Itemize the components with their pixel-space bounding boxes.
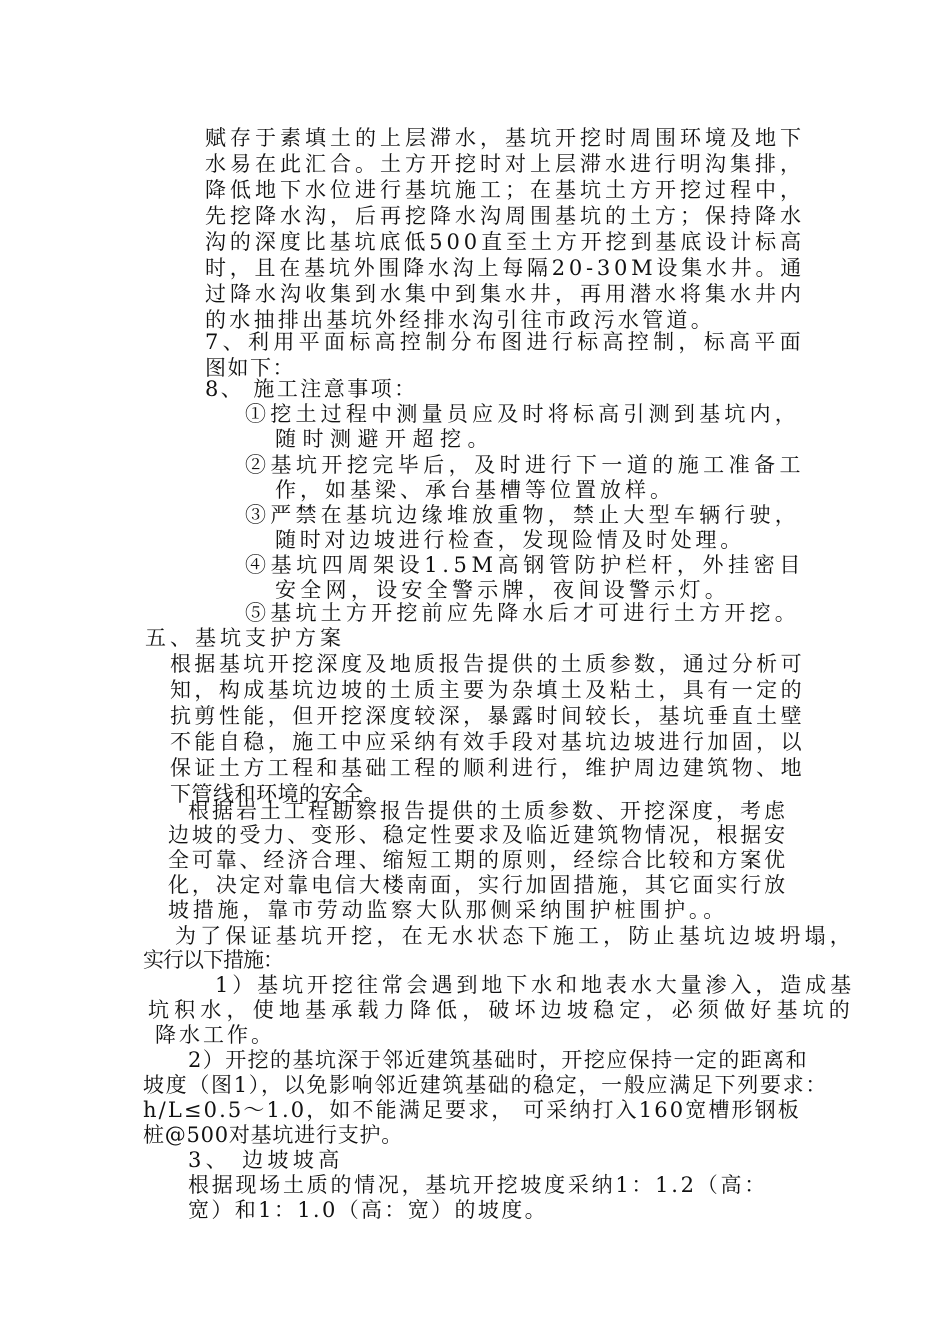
text-line: 为了保证基坑开挖，在无水状态下施工，防止基坑边坡坍塌， (175, 924, 855, 948)
note-item-2-cont: 作，如基梁、承台基槽等位置放样。 (275, 478, 675, 502)
text-line: 沟的深度比基坑底低500直至土方开挖到基底设计标高 (205, 230, 805, 254)
note-item-1-cont: 随时测避开超挖。 (275, 427, 495, 451)
item-3-heading: 3、 边坡坡高 (188, 1148, 344, 1172)
text-line: 下管线和环境的安全。 (170, 782, 385, 806)
note-item-3-cont: 随时对边坡进行检查，发现险情及时处理。 (275, 528, 745, 552)
measure-1-line: 降水工作。 (155, 1023, 275, 1047)
text-line: 全可靠、经济合理、缩短工期的原则，经综合比较和方案优 (168, 848, 788, 872)
text-line: 不能自稳，施工中应采纳有效手段对基坑边坡进行加固，以 (170, 730, 805, 754)
text-line: 抗剪性能，但开挖深度较深，暴露时间较长，基坑垂直土壁 (170, 704, 805, 728)
text-line: 时，且在基坑外围降水沟上每隔20-30M设集水井。通 (205, 256, 805, 280)
section-heading: 五、基坑支护方案 (145, 626, 345, 650)
text-line: 根据岩土工程勘察报告提供的土质参数、开挖深度，考虑 (188, 799, 788, 823)
note-item-3: ③严禁在基坑边缘堆放重物，禁止大型车辆行驶， (245, 503, 800, 527)
text-line: 赋存于素填土的上层滞水，基坑开挖时周围环境及地下 (205, 126, 805, 150)
text-line: 过降水沟收集到水集中到集水井，再用潜水将集水井内 (205, 282, 805, 306)
measure-2-line: h/L≤0.5～1.0，如不能满足要求， 可采纳打入160宽槽形钢板 (143, 1098, 801, 1122)
text-line: 化，决定对靠电信大楼南面，实行加固措施，其它面实行放 (168, 873, 788, 897)
note-item-4-cont: 安全网，设安全警示牌，夜间设警示灯。 (275, 578, 730, 602)
text-line: 先挖降水沟，后再挖降水沟周围基坑的土方；保持降水 (205, 204, 805, 228)
text-line: 知，构成基坑边坡的土质主要为杂填土及粘土，具有一定的 (170, 678, 805, 702)
item-7-line: 图如下： (205, 356, 295, 380)
measure-1-line: 坑积水，使地基承载力降低，破坏边坡稳定，必须做好基坑的 (148, 998, 855, 1022)
note-item-2: ②基坑开挖完毕后，及时进行下一道的施工准备工 (245, 453, 805, 477)
text-line: 的水抽排出基坑外经排水沟引往市政污水管道。 (205, 308, 715, 332)
measure-2-line: 2）开挖的基坑深于邻近建筑基础时，开挖应保持一定的距离和 (188, 1048, 808, 1072)
note-item-4: ④基坑四周架设1.5M高钢管防护栏杆，外挂密目 (245, 553, 805, 577)
text-line: 根据基坑开挖深度及地质报告提供的土质参数，通过分析可 (170, 652, 805, 676)
text-line: 边坡的受力、变形、稳定性要求及临近建筑物情况，根据安 (168, 823, 788, 847)
item-8-heading: 8、 施工注意事项： (205, 377, 418, 401)
note-item-1: ①挖土过程中测量员应及时将标高引测到基坑内， (245, 402, 800, 426)
text-line: 坡措施，靠市劳动监察大队那侧采纳围护桩围护。。 (168, 898, 728, 922)
measure-2-line: 坡度（图1），以免影响邻近建筑基础的稳定，一般应满足下列要求： (143, 1073, 828, 1097)
text-line: 水易在此汇合。土方开挖时对上层滞水进行明沟集排， (205, 152, 805, 176)
measure-2-line: 桩@500对基坑进行支护。 (143, 1123, 403, 1147)
measure-1-line: 1）基坑开挖往常会遇到地下水和地表水大量渗入，造成基 (215, 973, 855, 997)
text-line: 保证土方工程和基础工程的顺利进行，维护周边建筑物、地 (170, 756, 805, 780)
text-line: 实行以下措施： (143, 948, 283, 972)
item-7-line: 7、利用平面标高控制分布图进行标高控制，标高平面 (205, 330, 805, 354)
slope-text-line: 宽）和1：1.0（高：宽）的坡度。 (188, 1198, 548, 1222)
text-line: 降低地下水位进行基坑施工；在基坑土方开挖过程中， (205, 178, 805, 202)
slope-text-line: 根据现场土质的情况，基坑开挖坡度采纳1：1.2（高： (188, 1173, 768, 1197)
note-item-5: ⑤基坑土方开挖前应先降水后才可进行土方开挖。 (245, 601, 800, 625)
